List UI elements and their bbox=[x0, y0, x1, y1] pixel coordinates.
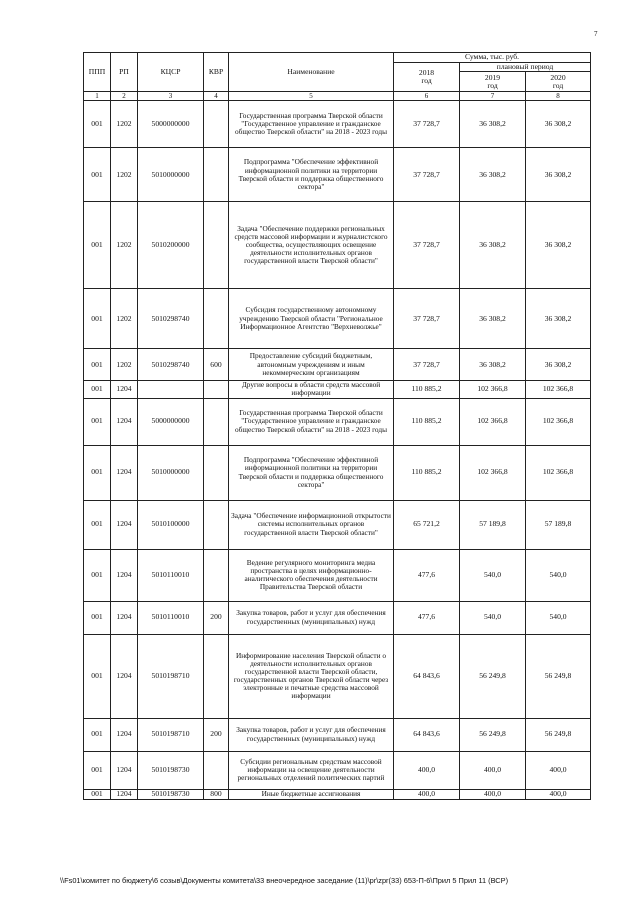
kvr-cell: 800 bbox=[204, 789, 229, 799]
ppp-cell: 001 bbox=[84, 549, 111, 601]
header-year-2018: 2018 год bbox=[394, 63, 460, 92]
name-cell: Задача "Обеспечение информационной открытости системы исполнительных органов государственной власти Тверской области" bbox=[229, 500, 394, 549]
rp-cell: 1204 bbox=[111, 398, 138, 445]
kvr-cell bbox=[204, 398, 229, 445]
table-row bbox=[84, 751, 591, 789]
value-2020-cell: 400,0 bbox=[526, 751, 591, 789]
footer-file-path: \\Fs01\комитет по бюджету\6 созыв\Документы комитета\33 внеочередное заседание (11)\pr\zpr(33) 653-П-6\Прил 5 Прил 11 (ВСР) bbox=[60, 876, 509, 885]
kcsr-cell: 5010100000 bbox=[138, 500, 204, 549]
ppp-cell: 001 bbox=[84, 148, 111, 202]
ppp-cell: 001 bbox=[84, 718, 111, 751]
table-row bbox=[84, 398, 591, 445]
kcsr-cell bbox=[138, 381, 204, 398]
value-2018-cell: 64 843,6 bbox=[394, 634, 460, 718]
header-sum: Сумма, тыс. руб. bbox=[394, 53, 591, 63]
ppp-cell: 001 bbox=[84, 500, 111, 549]
name-cell: Подпрограмма "Обеспечение эффективной информационной политики на территории Тверской области и поддержка общественного сектора" bbox=[229, 148, 394, 202]
value-2018-cell: 64 843,6 bbox=[394, 718, 460, 751]
kvr-cell bbox=[204, 148, 229, 202]
column-index-row bbox=[84, 92, 591, 101]
header-year-2020: 2020 год bbox=[526, 72, 591, 92]
ppp-cell: 001 bbox=[84, 789, 111, 799]
value-2020-cell: 36 308,2 bbox=[526, 349, 591, 381]
value-2018-cell: 37 728,7 bbox=[394, 349, 460, 381]
kvr-cell bbox=[204, 549, 229, 601]
value-2018-cell: 400,0 bbox=[394, 751, 460, 789]
value-2018-cell: 37 728,7 bbox=[394, 101, 460, 148]
value-2020-cell: 56 249,8 bbox=[526, 634, 591, 718]
rp-cell: 1202 bbox=[111, 101, 138, 148]
name-cell: Другие вопросы в области средств массовой информации bbox=[229, 381, 394, 398]
table-row bbox=[84, 289, 591, 349]
kcsr-cell: 5010298740 bbox=[138, 289, 204, 349]
kcsr-cell: 5000000000 bbox=[138, 101, 204, 148]
value-2019-cell: 36 308,2 bbox=[460, 202, 526, 289]
header-planned-period: плановый период bbox=[460, 63, 591, 72]
value-2018-cell: 110 885,2 bbox=[394, 398, 460, 445]
table-row bbox=[84, 101, 591, 148]
value-2019-cell: 36 308,2 bbox=[460, 148, 526, 202]
name-cell: Государственная программа Тверской области "Государственное управление и гражданское общество Тверской области" на 2018 - 2023 годы bbox=[229, 101, 394, 148]
rp-cell: 1204 bbox=[111, 634, 138, 718]
kcsr-cell: 5010110010 bbox=[138, 601, 204, 634]
name-cell: Субсидии региональным средствам массовой информации на освещение деятельности региональных отделений политических партий bbox=[229, 751, 394, 789]
column-index: 7 bbox=[460, 92, 526, 101]
ppp-cell: 001 bbox=[84, 398, 111, 445]
kvr-cell: 200 bbox=[204, 718, 229, 751]
column-index: 4 bbox=[204, 92, 229, 101]
value-2019-cell: 56 249,8 bbox=[460, 634, 526, 718]
header-rp: РП bbox=[111, 53, 138, 92]
header-kvr: КВР bbox=[204, 53, 229, 92]
kcsr-cell: 5010000000 bbox=[138, 445, 204, 500]
table-row bbox=[84, 789, 591, 799]
rp-cell: 1202 bbox=[111, 148, 138, 202]
value-2020-cell: 56 249,8 bbox=[526, 718, 591, 751]
budget-table bbox=[83, 52, 591, 800]
ppp-cell: 001 bbox=[84, 601, 111, 634]
kcsr-cell: 5010198710 bbox=[138, 634, 204, 718]
value-2018-cell: 477,6 bbox=[394, 549, 460, 601]
value-2020-cell: 540,0 bbox=[526, 549, 591, 601]
value-2020-cell: 36 308,2 bbox=[526, 101, 591, 148]
table-row bbox=[84, 634, 591, 718]
name-cell: Подпрограмма "Обеспечение эффективной информационной политики на территории Тверской области и поддержка общественного сектора" bbox=[229, 445, 394, 500]
value-2019-cell: 400,0 bbox=[460, 751, 526, 789]
ppp-cell: 001 bbox=[84, 751, 111, 789]
value-2019-cell: 36 308,2 bbox=[460, 349, 526, 381]
value-2018-cell: 37 728,7 bbox=[394, 202, 460, 289]
kvr-cell bbox=[204, 500, 229, 549]
value-2019-cell: 57 189,8 bbox=[460, 500, 526, 549]
kcsr-cell: 5010198730 bbox=[138, 751, 204, 789]
value-2019-cell: 400,0 bbox=[460, 789, 526, 799]
value-2019-cell: 540,0 bbox=[460, 601, 526, 634]
ppp-cell: 001 bbox=[84, 202, 111, 289]
ppp-cell: 001 bbox=[84, 289, 111, 349]
kcsr-cell: 5010110010 bbox=[138, 549, 204, 601]
value-2018-cell: 65 721,2 bbox=[394, 500, 460, 549]
column-index: 8 bbox=[526, 92, 591, 101]
ppp-cell: 001 bbox=[84, 381, 111, 398]
ppp-cell: 001 bbox=[84, 349, 111, 381]
kvr-cell: 600 bbox=[204, 349, 229, 381]
kcsr-cell: 5010298740 bbox=[138, 349, 204, 381]
kvr-cell bbox=[204, 751, 229, 789]
kvr-cell: 200 bbox=[204, 601, 229, 634]
name-cell: Субсидия государственному автономному учреждению Тверской области "Региональное Информационное Агентство "Верхневолжье" bbox=[229, 289, 394, 349]
name-cell: Предоставление субсидий бюджетным, автономным учреждениям и иным некоммерческим организациям bbox=[229, 349, 394, 381]
table-row bbox=[84, 500, 591, 549]
name-cell: Иные бюджетные ассигнования bbox=[229, 789, 394, 799]
kcsr-cell: 5010198710 bbox=[138, 718, 204, 751]
value-2020-cell: 102 366,8 bbox=[526, 398, 591, 445]
value-2020-cell: 36 308,2 bbox=[526, 148, 591, 202]
kvr-cell bbox=[204, 289, 229, 349]
table-row bbox=[84, 445, 591, 500]
value-2019-cell: 36 308,2 bbox=[460, 289, 526, 349]
table-row bbox=[84, 349, 591, 381]
table-row bbox=[84, 718, 591, 751]
value-2019-cell: 56 249,8 bbox=[460, 718, 526, 751]
rp-cell: 1204 bbox=[111, 549, 138, 601]
name-cell: Государственная программа Тверской области "Государственное управление и гражданское общество Тверской области" на 2018 - 2023 годы bbox=[229, 398, 394, 445]
rp-cell: 1202 bbox=[111, 289, 138, 349]
value-2018-cell: 110 885,2 bbox=[394, 381, 460, 398]
kvr-cell bbox=[204, 445, 229, 500]
value-2019-cell: 540,0 bbox=[460, 549, 526, 601]
value-2020-cell: 102 366,8 bbox=[526, 381, 591, 398]
rp-cell: 1204 bbox=[111, 718, 138, 751]
value-2020-cell: 102 366,8 bbox=[526, 445, 591, 500]
rp-cell: 1204 bbox=[111, 601, 138, 634]
table-row bbox=[84, 601, 591, 634]
ppp-cell: 001 bbox=[84, 101, 111, 148]
value-2018-cell: 477,6 bbox=[394, 601, 460, 634]
value-2020-cell: 36 308,2 bbox=[526, 202, 591, 289]
name-cell: Закупка товаров, работ и услуг для обеспечения государственных (муниципальных) нужд bbox=[229, 601, 394, 634]
kvr-cell bbox=[204, 101, 229, 148]
rp-cell: 1204 bbox=[111, 381, 138, 398]
header-ppp: ППП bbox=[84, 53, 111, 92]
value-2020-cell: 57 189,8 bbox=[526, 500, 591, 549]
value-2019-cell: 102 366,8 bbox=[460, 445, 526, 500]
value-2019-cell: 36 308,2 bbox=[460, 101, 526, 148]
kcsr-cell: 5010198730 bbox=[138, 789, 204, 799]
kvr-cell bbox=[204, 202, 229, 289]
column-index: 1 bbox=[84, 92, 111, 101]
kcsr-cell: 5000000000 bbox=[138, 398, 204, 445]
value-2020-cell: 540,0 bbox=[526, 601, 591, 634]
rp-cell: 1204 bbox=[111, 751, 138, 789]
value-2019-cell: 102 366,8 bbox=[460, 381, 526, 398]
kvr-cell bbox=[204, 381, 229, 398]
header-name: Наименование bbox=[229, 53, 394, 92]
table-row bbox=[84, 381, 591, 398]
header-kcsr: КЦСР bbox=[138, 53, 204, 92]
value-2018-cell: 37 728,7 bbox=[394, 289, 460, 349]
kvr-cell bbox=[204, 634, 229, 718]
table-row bbox=[84, 549, 591, 601]
kcsr-cell: 5010200000 bbox=[138, 202, 204, 289]
rp-cell: 1204 bbox=[111, 445, 138, 500]
column-index: 6 bbox=[394, 92, 460, 101]
column-index: 2 bbox=[111, 92, 138, 101]
ppp-cell: 001 bbox=[84, 634, 111, 718]
column-index: 5 bbox=[229, 92, 394, 101]
ppp-cell: 001 bbox=[84, 445, 111, 500]
name-cell: Ведение регулярного мониторинга медиа пространства в целях информационно-аналитического обеспечения деятельности Правительства Тверской области bbox=[229, 549, 394, 601]
table-row bbox=[84, 148, 591, 202]
rp-cell: 1202 bbox=[111, 202, 138, 289]
table-body bbox=[84, 101, 591, 799]
value-2019-cell: 102 366,8 bbox=[460, 398, 526, 445]
value-2018-cell: 400,0 bbox=[394, 789, 460, 799]
header-year-2019: 2019 год bbox=[460, 72, 526, 92]
kcsr-cell: 5010000000 bbox=[138, 148, 204, 202]
name-cell: Задача "Обеспечение поддержки региональных средств массовой информации и журналистского сообщества, осуществляющих освещение деятельности исполнительных органов государственной власти Тверской области" bbox=[229, 202, 394, 289]
value-2018-cell: 37 728,7 bbox=[394, 148, 460, 202]
value-2018-cell: 110 885,2 bbox=[394, 445, 460, 500]
column-index: 3 bbox=[138, 92, 204, 101]
value-2020-cell: 36 308,2 bbox=[526, 289, 591, 349]
name-cell: Информирование населения Тверской области о деятельности исполнительных органов государственной власти Тверской области, государственных органов Тверской области через электронные и печатные средства массовой информации bbox=[229, 634, 394, 718]
rp-cell: 1204 bbox=[111, 500, 138, 549]
rp-cell: 1204 bbox=[111, 789, 138, 799]
page-number: 7 bbox=[594, 30, 598, 38]
value-2020-cell: 400,0 bbox=[526, 789, 591, 799]
rp-cell: 1202 bbox=[111, 349, 138, 381]
table-row bbox=[84, 202, 591, 289]
name-cell: Закупка товаров, работ и услуг для обеспечения государственных (муниципальных) нужд bbox=[229, 718, 394, 751]
